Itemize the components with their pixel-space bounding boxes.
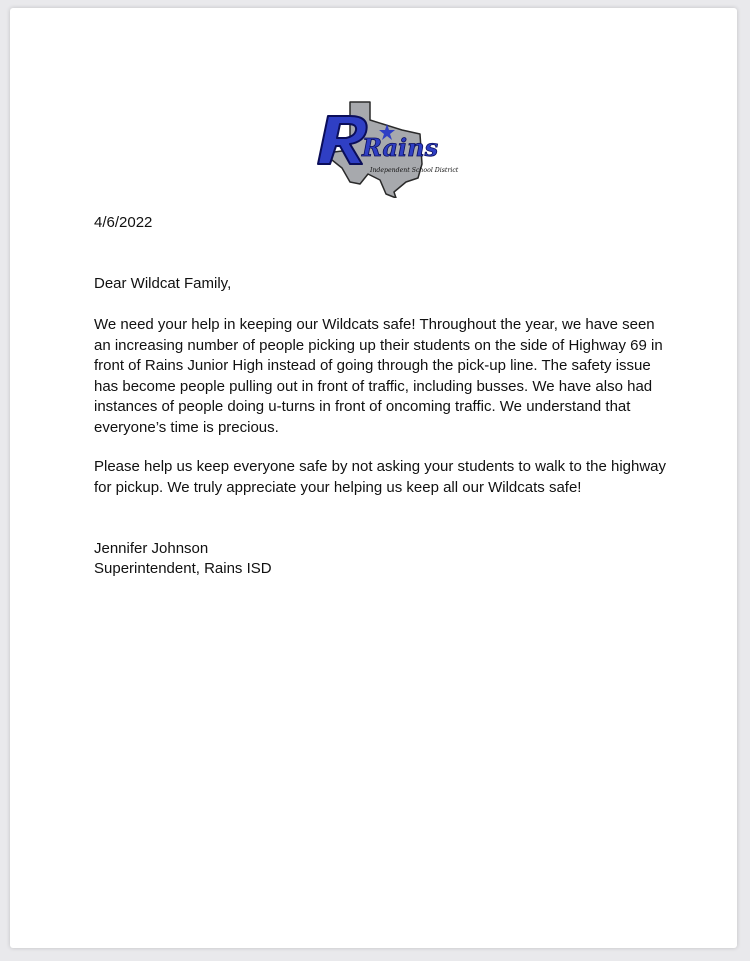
letter-page [10, 8, 737, 948]
letter-salutation: Dear Wildcat Family, [94, 275, 232, 292]
letter-paragraph-2: Please help us keep everyone safe by not asking your students to walk to the highway for pickup. We truly appreciate your helping us keep all our Wildcats safe! [94, 458, 667, 496]
logo-subtitle: Independent School District [370, 167, 459, 174]
signature-name: Jennifer Johnson [94, 540, 209, 557]
letter-date: 4/6/2022 [94, 214, 153, 231]
letter-paragraph-1: We need your help in keeping our Wildcats safe! Throughout the year, we have seen an increasing number of people picking up their students on the side of Highway 69 in front of Rains Junior High instead of going through the pick-up line. The safety issue has become people pulling out in front of traffic, including busses. We have also had instances of people doing u-turns in front of oncoming traffic. We understand that everyone’s time is precious. [94, 316, 663, 436]
rains-isd-logo [310, 94, 460, 198]
signature-title: Superintendent, Rains ISD [94, 560, 272, 577]
logo-wordmark: Rains [362, 133, 439, 162]
